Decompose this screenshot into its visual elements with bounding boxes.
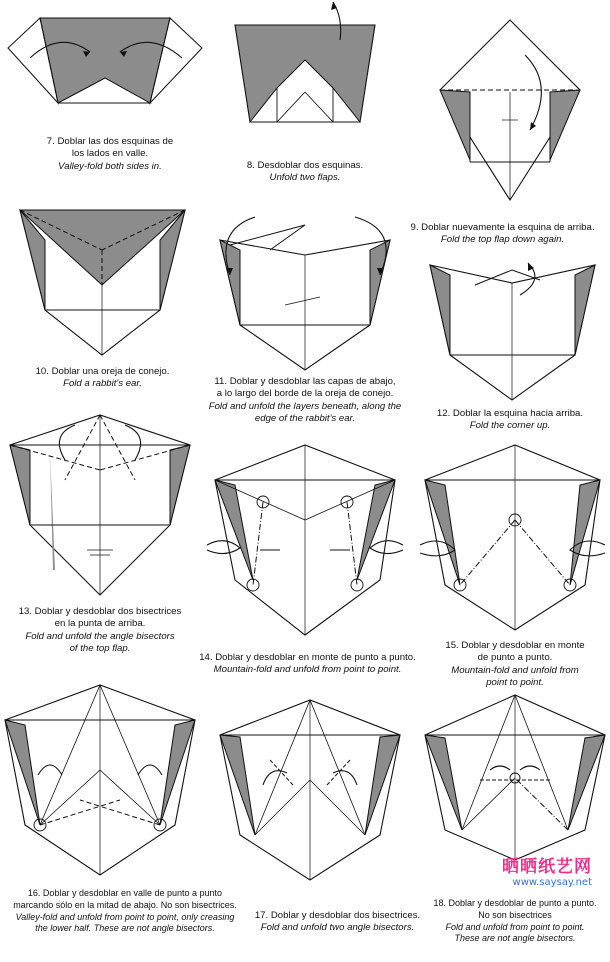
step-15-diagram — [415, 435, 610, 635]
watermark-title: 晒晒纸艺网 — [502, 857, 592, 877]
step-17-diagram — [215, 695, 405, 885]
watermark-url: www.saysay.net — [512, 877, 592, 888]
step-9-caption: 9. Doblar nuevamente la esquina de arriba. Fold the top flap down again. — [410, 222, 595, 246]
step-12-caption: 12. Doblar la esquina hacia arriba. Fold the corner up. — [436, 408, 584, 432]
step-12-diagram — [420, 255, 605, 405]
step-7-diagram — [0, 0, 210, 130]
step-10-diagram — [10, 200, 195, 360]
step-11-diagram — [210, 205, 405, 375]
step-13-diagram — [5, 410, 200, 600]
step-16-caption: 16. Doblar y desdoblar en valle de punto a punto marcando sólo en la mitad de abajo. No son bisectrices. Valley-fold and unfold from point to point, only creasing the lower half. These are not angle bisectors. — [13, 888, 237, 934]
step-8-diagram — [225, 0, 385, 130]
step-13-caption: 13. Doblar y desdoblar dos bisectrices en la punta de arriba. Fold and unfold the angle bisectors of the top flap. — [18, 606, 182, 655]
step-11-caption: 11. Doblar y desdoblar las capas de abajo, a lo largo del borde de la oreja de conejo. Fold and unfold the layers beneath, along the edge of the rabbit's ear. — [208, 376, 402, 425]
step-18-caption: 18. Doblar y desdoblar de punto a punto. No son bisectrices Fold and unfold from point to point. These are not angle bisectors. — [433, 898, 597, 944]
step-17-caption: 17. Doblar y desdoblar dos bisectrices. Fold and unfold two angle bisectors. — [254, 910, 421, 934]
step-16-diagram — [0, 680, 200, 880]
step-8-caption: 8. Desdoblar dos esquinas. Unfold two flaps. — [246, 160, 364, 184]
step-18-diagram — [420, 690, 610, 860]
step-14-diagram — [205, 440, 410, 640]
step-15-caption: 15. Doblar y desdoblar en monte de punto a punto. Mountain-fold and unfold from point to point. — [445, 640, 585, 689]
step-14-caption: 14. Doblar y desdoblar en monte de punto a punto. Mountain-fold and unfold from point to point. — [199, 652, 416, 676]
site-watermark — [462, 852, 592, 888]
step-9-diagram — [430, 0, 610, 215]
step-7-caption: 7. Doblar las dos esquinas de los lados en valle. Valley-fold both sides in. — [46, 136, 174, 172]
step-10-caption: 10. Doblar una oreja de conejo. Fold a rabbit's ear. — [35, 366, 170, 390]
